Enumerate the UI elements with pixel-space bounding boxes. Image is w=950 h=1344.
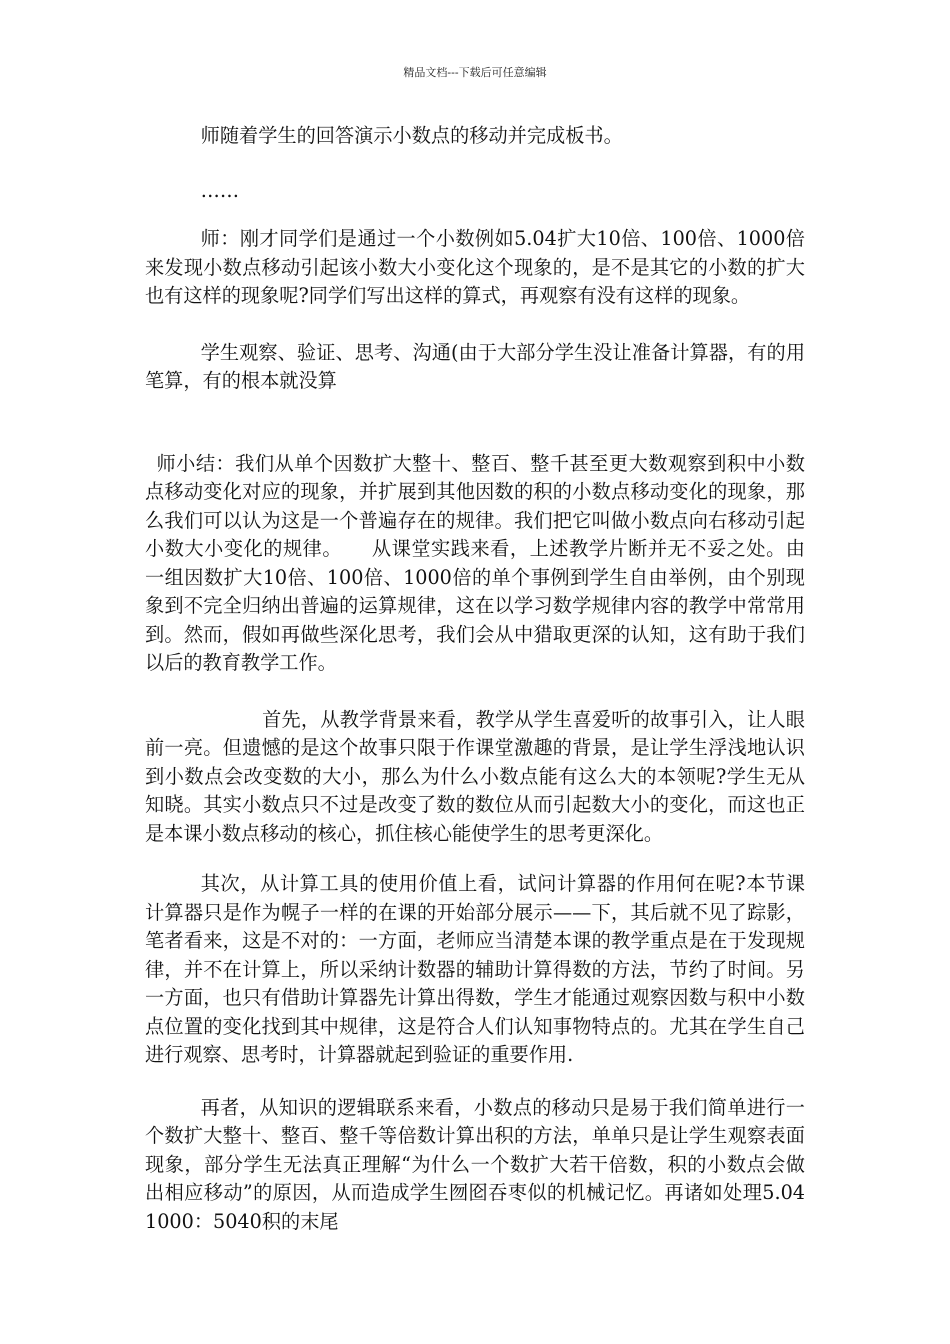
paragraph-third-point: 再者，从知识的逻辑联系来看，小数点的移动只是易于我们简单进行一个数扩大整十、整百、整千等倍数计算出积的方法，单单只是让学生观察表面现象，部分学生无法真正理解“为什么一个数扩大若干倍数，积的小数点会做出相应移动”的原因，从而造成学生囫囵吞枣似的机械记忆。再诸如处理5.04 1000：5040积的末尾 [145, 1095, 805, 1233]
document-body [145, 122, 805, 1236]
paragraph-first-point: 首先，从教学背景来看，教学从学生喜爱听的故事引入，让人眼前一亮。但遗憾的是这个故事只限于作课堂激趣的背景，是让学生浮浅地认识到小数点会改变数的大小，那么为什么小数点能有这么大的本领呢?学生无从知晓。其实小数点只不过是改变了数的数位从而引起数大小的变化，而这也正是本课小数点移动的核心，抓住核心能使学生的思考更深化。 [145, 707, 805, 845]
paragraph-teacher-question: 师：刚才同学们是通过一个小数例如5.04扩大10倍、100倍、1000倍来发现小数点移动引起该小数大小变化这个现象的，是不是其它的小数的扩大也有这样的现象呢?同学们写出这样的算式，再观察有没有这样的现象。 [145, 227, 805, 307]
paragraph-student-activity: 学生观察、验证、思考、沟通(由于大部分学生没让准备计算器，有的用笔算，有的根本就没算 [145, 340, 805, 392]
page-header: 精品文档---下载后可任意编辑 [403, 66, 547, 79]
paragraph-second-point: 其次，从计算工具的使用价值上看，试问计算器的作用何在呢?本节课计算器只是作为幌子一样的在课的开始部分展示——下，其后就不见了踪影，笔者看来，这是不对的：一方面，老师应当清楚本课的教学重点是在于发现规律，并不在计算上，所以采纳计数器的辅助计算得数的方法，节约了时间。另一方面，也只有借助计算器先计算出得数，学生才能通过观察因数与积中小数点位置的变化找到其中规律，这是符合人们认知事物特点的。尤其在学生自己进行观察、思考时，计算器就起到验证的重要作用. [145, 872, 805, 1066]
paragraph-ellipsis: …… [200, 178, 240, 202]
paragraph-teacher-summary: 师小结：我们从单个因数扩大整十、整百、整千甚至更大数观察到积中小数点移动变化对应的现象，并扩展到其他因数的积的小数点移动变化的现象，那么我们可以认为这是一个普遍存在的规律。我们把它叫做小数点向右移动引起小数大小变化的规律。 从课堂实践来看，上述教学片断并无不妥之处。由一组因数扩大10倍、100倍、1000倍的单个事例到学生自由举例，由个别现象到不完全归纳出普遍的运算规律，这在以学习数学规律内容的教学中常常用到。然而，假如再做些深化思考，我们会从中猎取更深的认知，这有助于我们以后的教育教学工作。 [145, 451, 805, 674]
paragraph-board-writing: 师随着学生的回答演示小数点的移动并完成板书。 [200, 124, 623, 147]
